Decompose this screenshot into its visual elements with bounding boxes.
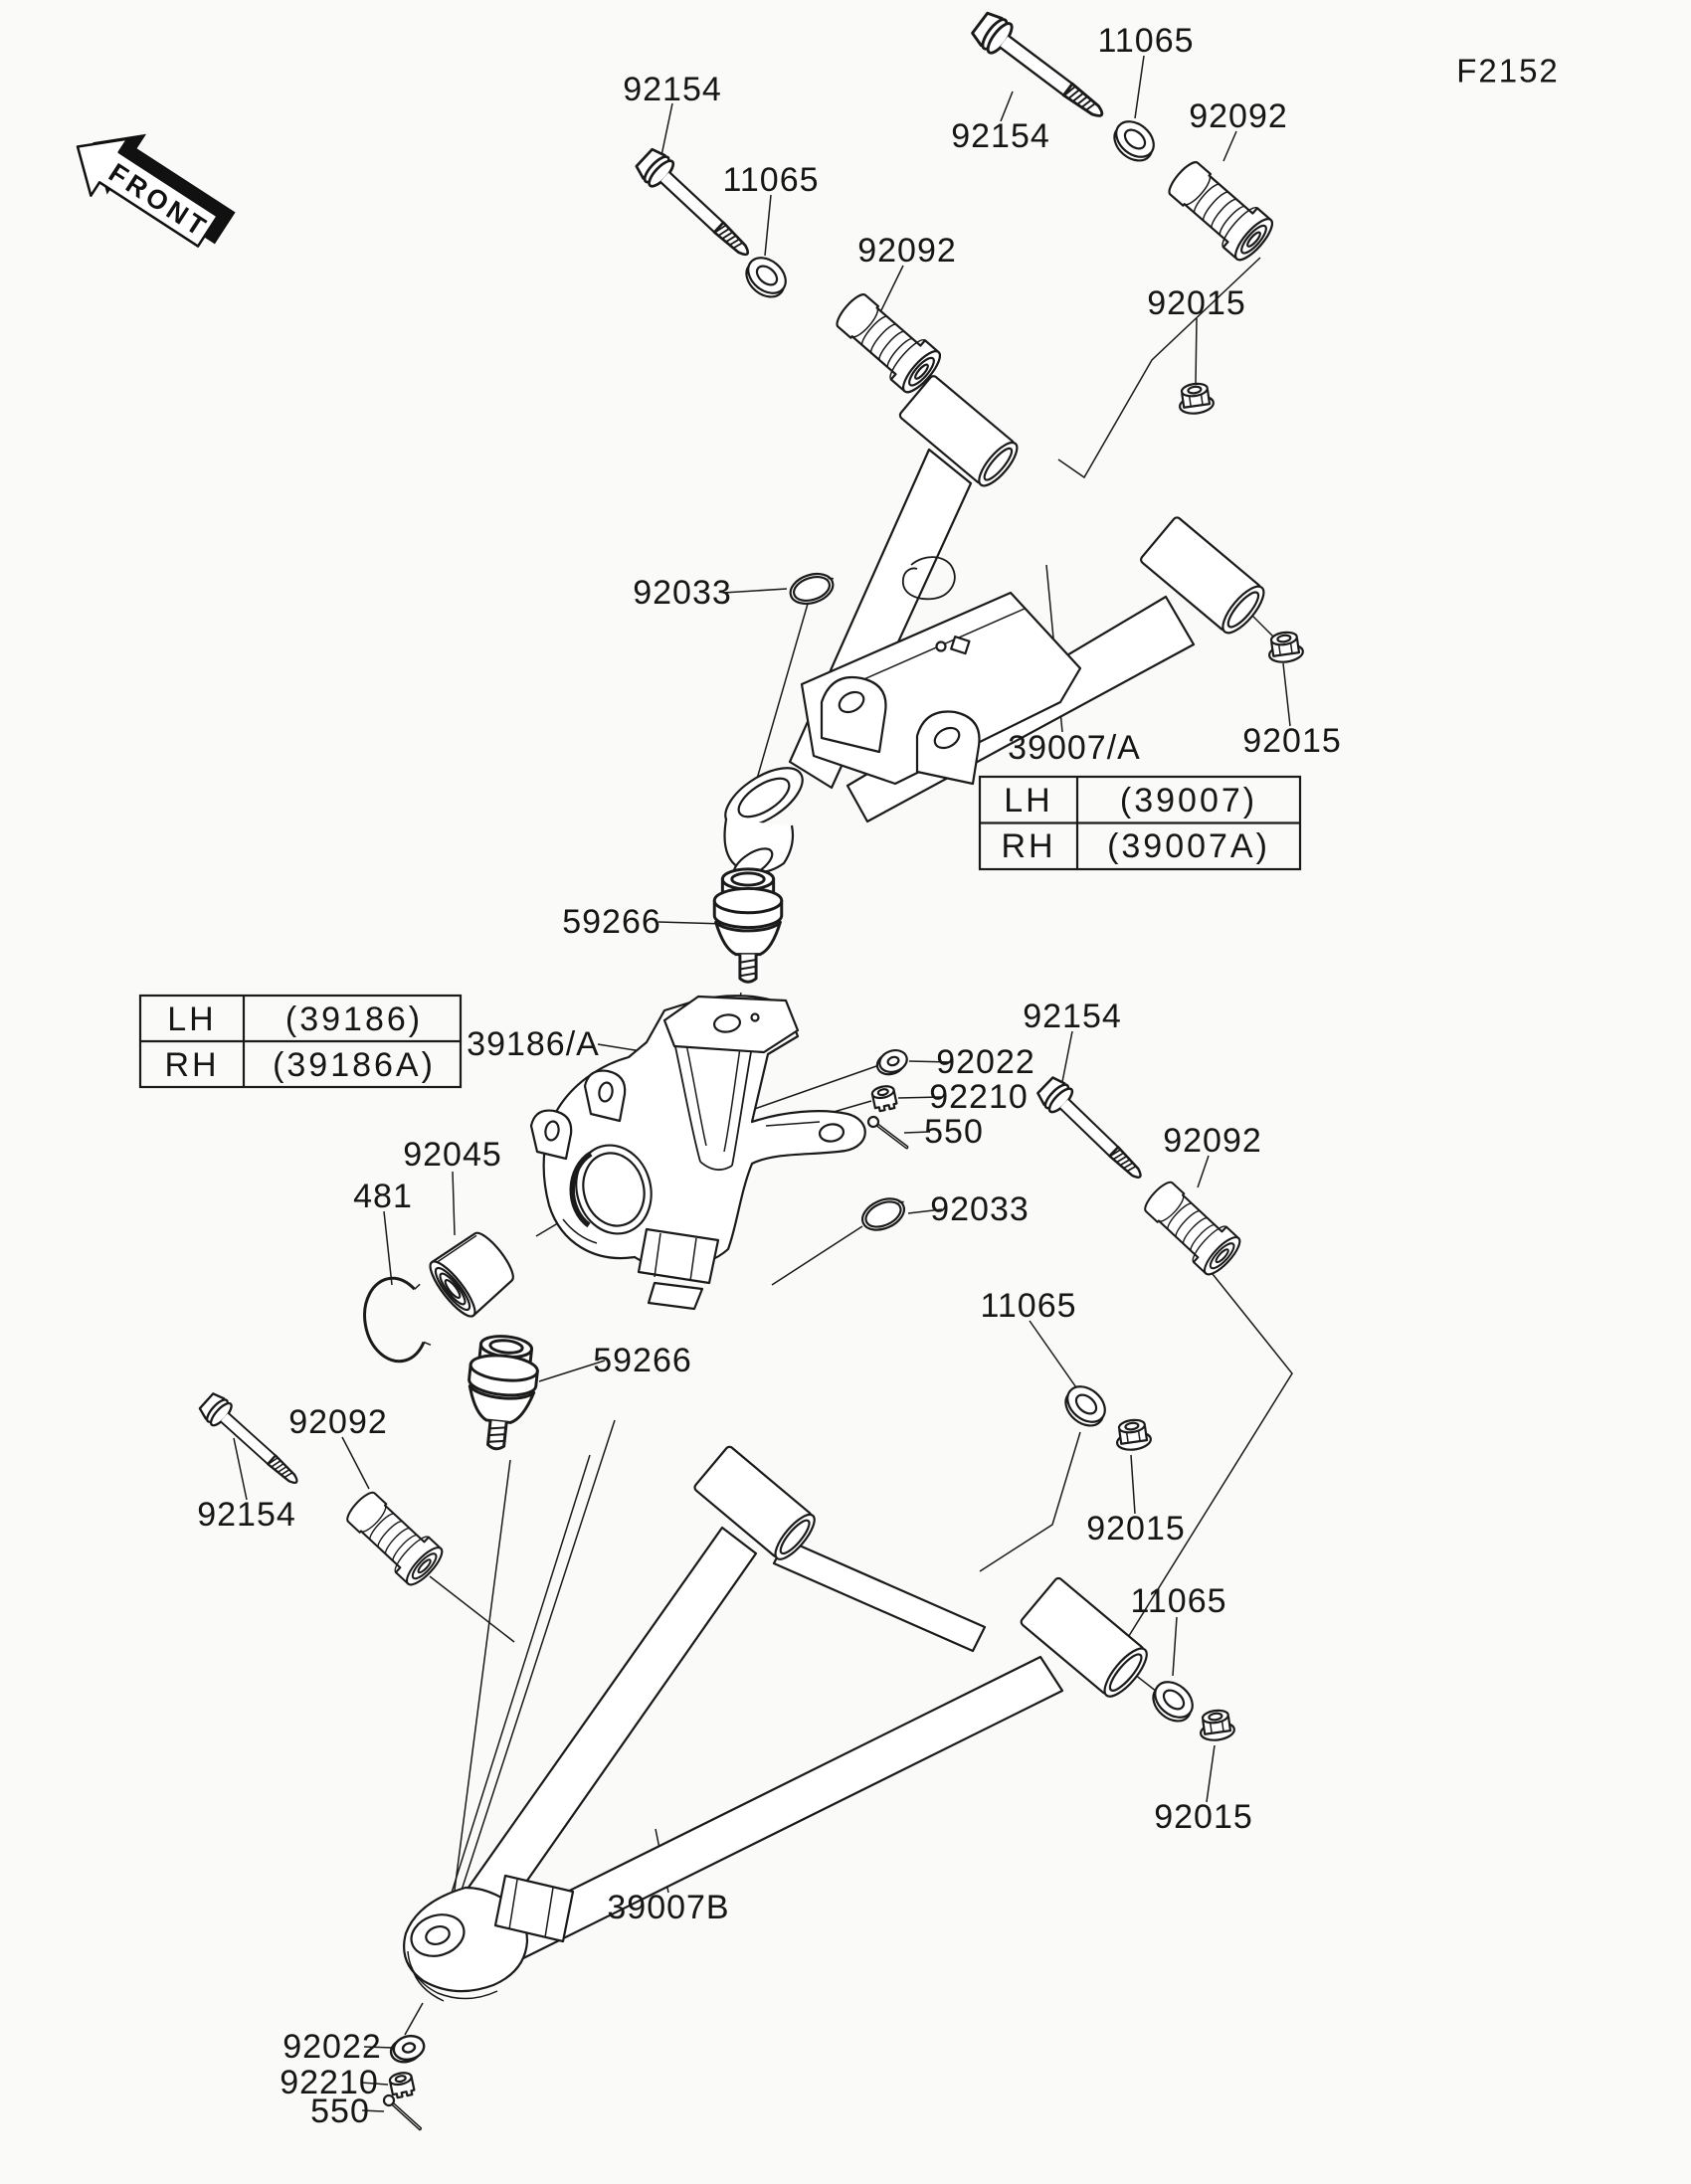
part-label-92033-upper: 92033 — [633, 574, 732, 612]
part-label-92154-middle-right: 92154 — [1023, 998, 1122, 1035]
part-label-92015-upper-right: 92015 — [1147, 284, 1246, 322]
washer-drawing-upper-left — [739, 251, 794, 304]
cotter-pin-drawing-upper — [866, 1117, 910, 1150]
washer-drawing-bottom — [1146, 1675, 1201, 1729]
upper-arm-variant-table — [980, 777, 1300, 869]
ball-joint-drawing-lower — [463, 1333, 541, 1452]
part-label-92015-upper-arm: 92015 — [1242, 722, 1342, 760]
snap-ring-drawing-upper — [787, 568, 839, 609]
part-label-92015-middle: 92015 — [1086, 1510, 1186, 1547]
table-cell-rh-part: (39007A) — [1107, 827, 1270, 865]
part-label-39186A: 39186/A — [467, 1025, 600, 1063]
part-label-92210-lower: 92210 — [280, 2064, 379, 2101]
circlip-drawing — [358, 1273, 433, 1365]
joint-washer-drawing-lower — [388, 2033, 427, 2066]
part-label-92154-bottom-left: 92154 — [197, 1496, 296, 1534]
flange-nut-drawing-middle — [1114, 1418, 1152, 1452]
washer-drawing-middle — [1058, 1379, 1113, 1433]
part-label-39007A: 39007/A — [1008, 729, 1141, 767]
part-label-92154-top: 92154 — [951, 117, 1050, 155]
part-label-92092-middle-right: 92092 — [1163, 1122, 1262, 1160]
part-label-92092-top-right: 92092 — [1189, 97, 1288, 135]
table-cell-rh-part: (39186A) — [273, 1046, 436, 1084]
snap-ring-drawing-lower — [857, 1191, 910, 1235]
part-label-11065-middle: 11065 — [980, 1287, 1077, 1325]
part-label-92015-bottom: 92015 — [1154, 1798, 1253, 1836]
part-label-92045: 92045 — [403, 1136, 502, 1174]
part-label-92092-bottom-left: 92092 — [288, 1403, 388, 1441]
table-cell-lh-part: (39007) — [1119, 782, 1258, 819]
part-label-11065-top: 11065 — [1097, 22, 1195, 60]
part-label-92092-upper-left: 92092 — [857, 232, 957, 270]
part-label-92022-lower: 92022 — [282, 2028, 382, 2066]
part-label-59266-lower: 59266 — [593, 1342, 692, 1379]
ball-joint-drawing-upper — [714, 869, 782, 982]
part-label-92154-upper-left: 92154 — [623, 71, 722, 108]
part-label-550-lower: 550 — [310, 2093, 370, 2130]
cotter-pin-drawing-lower — [380, 2094, 426, 2130]
table-cell-rh: RH — [164, 1046, 220, 1084]
bushing-drawing-top-right — [1162, 154, 1277, 265]
table-cell-rh: RH — [1001, 827, 1056, 865]
bushing-drawing-middle-right — [1138, 1176, 1244, 1280]
part-label-39007B: 39007B — [607, 1889, 730, 1926]
table-cell-lh-part: (39186) — [284, 1001, 424, 1038]
table-cell-lh: LH — [1004, 782, 1053, 819]
castle-nut-drawing-lower — [389, 2071, 415, 2098]
front-arrow-label: FRONT — [103, 157, 215, 245]
part-label-481: 481 — [353, 1178, 413, 1215]
part-label-11065-upper-left: 11065 — [722, 161, 820, 199]
flange-nut-drawing-top — [1177, 382, 1215, 416]
front-direction-arrow — [59, 108, 242, 267]
part-label-11065-bottom: 11065 — [1130, 1582, 1227, 1620]
bearing-drawing — [424, 1225, 521, 1322]
washer-drawing-top — [1107, 114, 1162, 168]
part-label-92210-upper: 92210 — [929, 1078, 1029, 1116]
table-cell-lh: LH — [167, 1001, 217, 1038]
flange-bolt-drawing-top — [969, 9, 1112, 129]
bushing-drawing-bottom-left — [340, 1486, 447, 1590]
knuckle-variant-table — [140, 996, 461, 1087]
figure-code: F2152 — [1456, 52, 1560, 90]
part-label-92022-upper: 92022 — [936, 1043, 1035, 1081]
part-label-59266-upper: 59266 — [562, 903, 661, 941]
joint-washer-drawing-upper — [874, 1047, 910, 1078]
part-label-92033-lower: 92033 — [930, 1190, 1030, 1228]
castle-nut-drawing-upper — [871, 1084, 897, 1112]
flange-bolt-drawing-middle-right — [1034, 1074, 1151, 1187]
part-label-550-upper: 550 — [924, 1113, 984, 1151]
flange-nut-drawing-bottom — [1198, 1709, 1235, 1742]
